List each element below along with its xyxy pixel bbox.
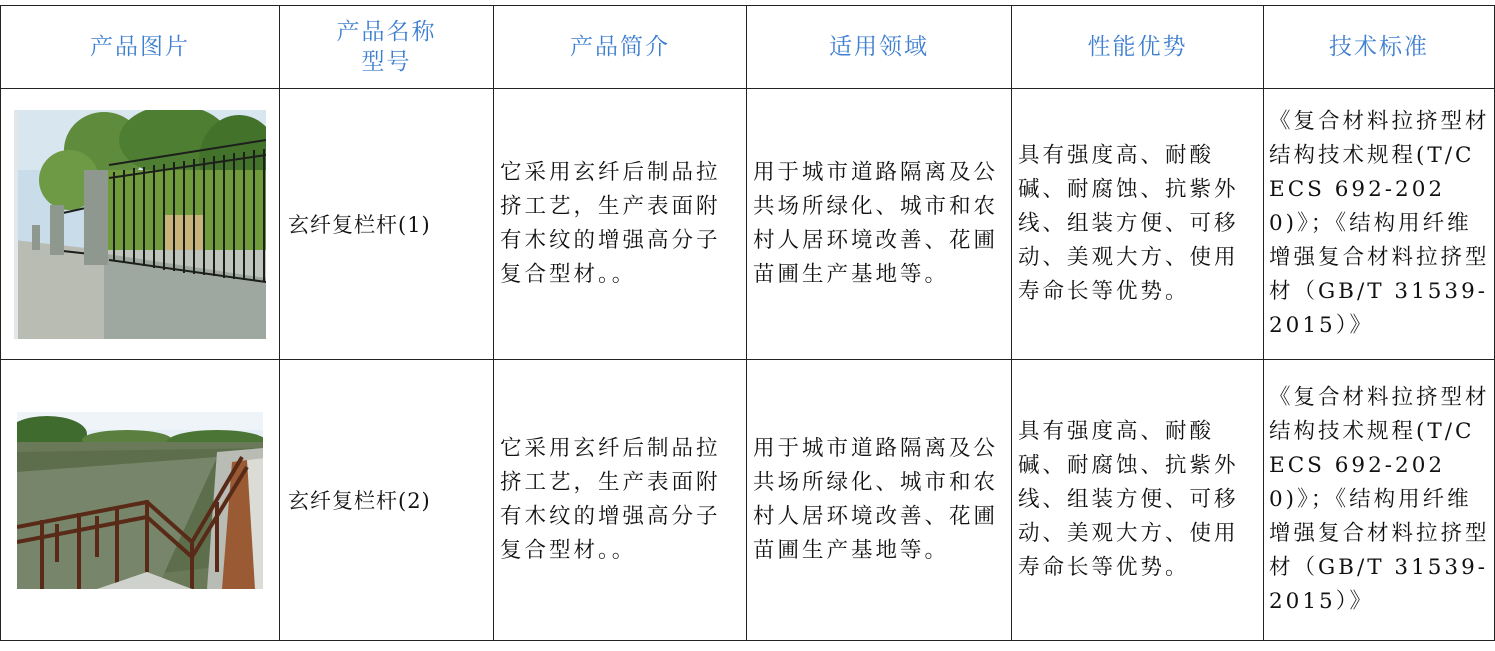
header-product-model-line2: 型号 <box>361 49 412 75</box>
lakeside-railing-photo-image <box>17 412 263 589</box>
technical-standard-cell: 《复合材料拉挤型材结构技术规程(T/CECS 692-2020)》；《结构用纤维增强复合材料拉挤型材（GB/T 31539-2015）》 <box>1264 89 1495 360</box>
product-name-cell: 玄纤复栏杆(2) <box>280 360 494 641</box>
table-header-row <box>1 6 1495 89</box>
header-performance-advantage: 性能优势 <box>1012 6 1264 89</box>
product-image-cell <box>1 89 280 360</box>
header-technical-standard: 技术标准 <box>1264 6 1495 89</box>
header-application-field: 适用领域 <box>747 6 1012 89</box>
application-field-cell: 用于城市道路隔离及公共场所绿化、城市和农村人居环境改善、花圃苗圃生产基地等。 <box>747 89 1012 360</box>
product-image-cell <box>1 360 280 641</box>
header-product-name-line1: 产品名称 <box>336 19 437 45</box>
product-intro-cell: 它采用玄纤后制品拉挤工艺，生产表面附有木纹的增强高分子复合型材。。 <box>494 360 747 641</box>
table-row <box>1 89 1495 360</box>
application-field-cell: 用于城市道路隔离及公共场所绿化、城市和农村人居环境改善、花圃苗圃生产基地等。 <box>747 360 1012 641</box>
performance-advantage-cell: 具有强度高、耐酸碱、耐腐蚀、抗紫外线、组装方便、可移动、美观大方、使用寿命长等优势。 <box>1012 89 1264 360</box>
product-name-cell: 玄纤复栏杆(1) <box>280 89 494 360</box>
product-intro-cell: 它采用玄纤后制品拉挤工艺，生产表面附有木纹的增强高分子复合型材。。 <box>494 89 747 360</box>
header-product-intro: 产品简介 <box>494 6 747 89</box>
header-product-name <box>280 6 494 89</box>
table-row <box>1 360 1495 641</box>
product-spec-table <box>0 5 1495 641</box>
technical-standard-cell: 《复合材料拉挤型材结构技术规程(T/CECS 692-2020)》；《结构用纤维增强复合材料拉挤型材（GB/T 31539-2015）》 <box>1264 360 1495 641</box>
fence-photo-image <box>14 110 266 339</box>
header-product-image: 产品图片 <box>1 6 280 89</box>
performance-advantage-cell: 具有强度高、耐酸碱、耐腐蚀、抗紫外线、组装方便、可移动、美观大方、使用寿命长等优势。 <box>1012 360 1264 641</box>
